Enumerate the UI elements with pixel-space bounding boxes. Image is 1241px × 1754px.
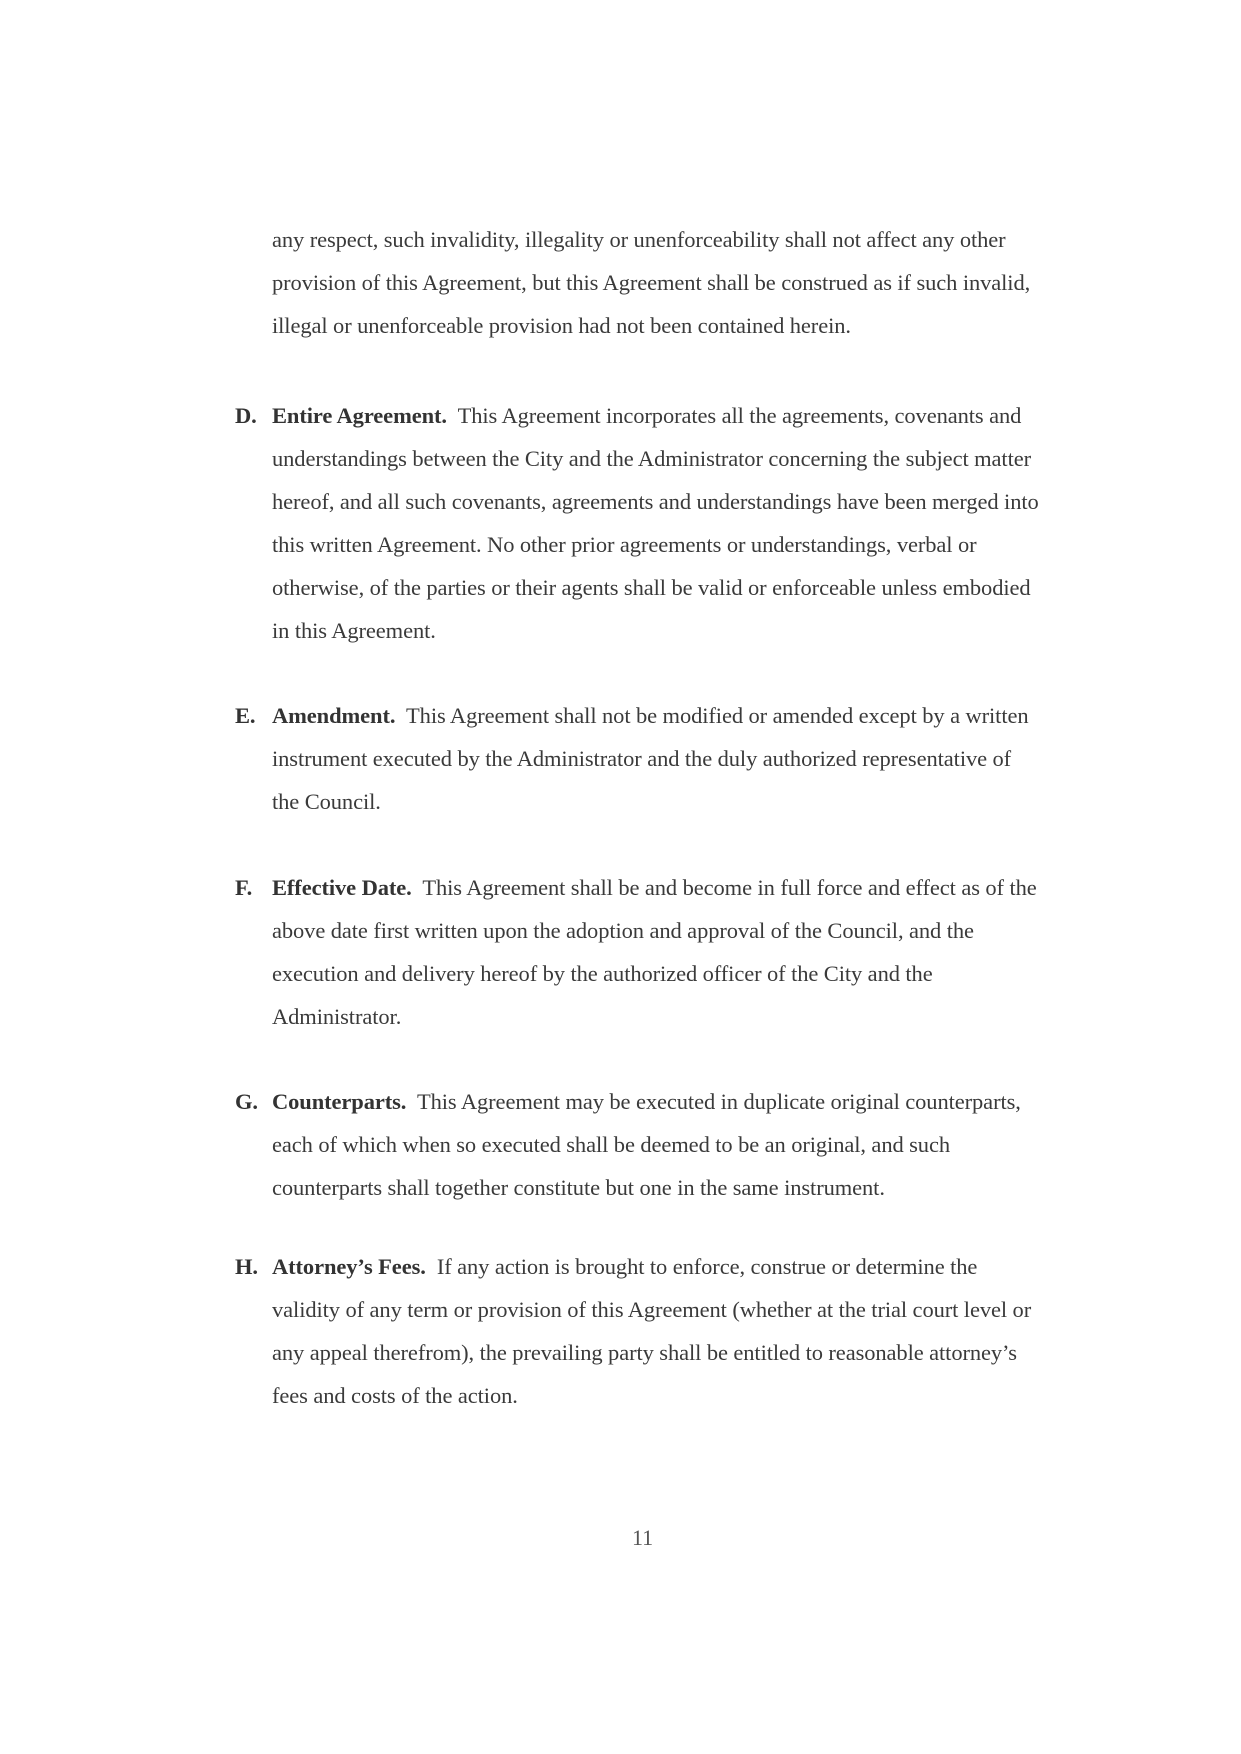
paragraph-line: understandings between the City and the Administrator concerning the subject matter — [272, 446, 1031, 471]
paragraph-line: provision of this Agreement, but this Agreement shall be construed as if such invalid, — [272, 270, 1031, 295]
paragraph-line: otherwise, of the parties or their agents shall be valid or enforceable unless embodied — [272, 575, 1031, 600]
section-letter: F. — [235, 875, 253, 900]
paragraph-line: Administrator. — [272, 1004, 402, 1029]
paragraph-line: instrument executed by the Administrator and the duly authorized representative of — [272, 746, 1012, 771]
page-number: 11 — [632, 1525, 654, 1550]
section-d-first-line — [235, 402, 1021, 430]
paragraph-line: execution and delivery hereof by the authorized officer of the City and the — [272, 961, 933, 986]
section-heading: Attorney’s Fees. — [272, 1254, 426, 1279]
section-heading: Entire Agreement. — [272, 403, 447, 428]
section-letter: H. — [235, 1254, 258, 1279]
section-g-first-line — [235, 1088, 1021, 1116]
section-text: This Agreement shall not be modified or amended except by a written — [406, 703, 1029, 728]
section-text: This Agreement may be executed in duplicate original counterparts, — [416, 1089, 1021, 1114]
section-text: If any action is brought to enforce, construe or determine the — [436, 1254, 978, 1279]
paragraph-line: this written Agreement. No other prior agreements or understandings, verbal or — [272, 532, 977, 557]
section-letter: G. — [235, 1089, 258, 1114]
section-heading: Counterparts. — [272, 1089, 407, 1114]
paragraph-line: illegal or unenforceable provision had not been contained herein. — [272, 313, 851, 338]
section-heading: Amendment. — [272, 703, 396, 728]
section-f-first-line — [235, 874, 1037, 902]
section-h-first-line — [235, 1253, 977, 1281]
paragraph-line: above date first written upon the adoption and approval of the Council, and the — [272, 918, 974, 943]
section-heading: Effective Date. — [272, 875, 412, 900]
paragraph-line: in this Agreement. — [272, 618, 436, 643]
paragraph-line: hereof, and all such covenants, agreements and understandings have been merged into — [272, 489, 1039, 514]
section-text: This Agreement shall be and become in full force and effect as of the — [422, 875, 1037, 900]
paragraph-line: each of which when so executed shall be deemed to be an original, and such — [272, 1132, 950, 1157]
section-letter: E. — [235, 703, 256, 728]
section-text: This Agreement incorporates all the agreements, covenants and — [457, 403, 1022, 428]
section-e-first-line — [235, 702, 1029, 730]
paragraph-line: any appeal therefrom), the prevailing party shall be entitled to reasonable attorney’s — [272, 1340, 1017, 1365]
paragraph-line: fees and costs of the action. — [272, 1383, 518, 1408]
paragraph-line: the Council. — [272, 789, 381, 814]
paragraph-line: validity of any term or provision of this Agreement (whether at the trial court level or — [272, 1297, 1032, 1322]
paragraph-line: any respect, such invalidity, illegality or unenforceability shall not affect any other — [272, 227, 1006, 252]
paragraph-line: counterparts shall together constitute but one in the same instrument. — [272, 1175, 885, 1200]
section-letter: D. — [235, 403, 257, 428]
